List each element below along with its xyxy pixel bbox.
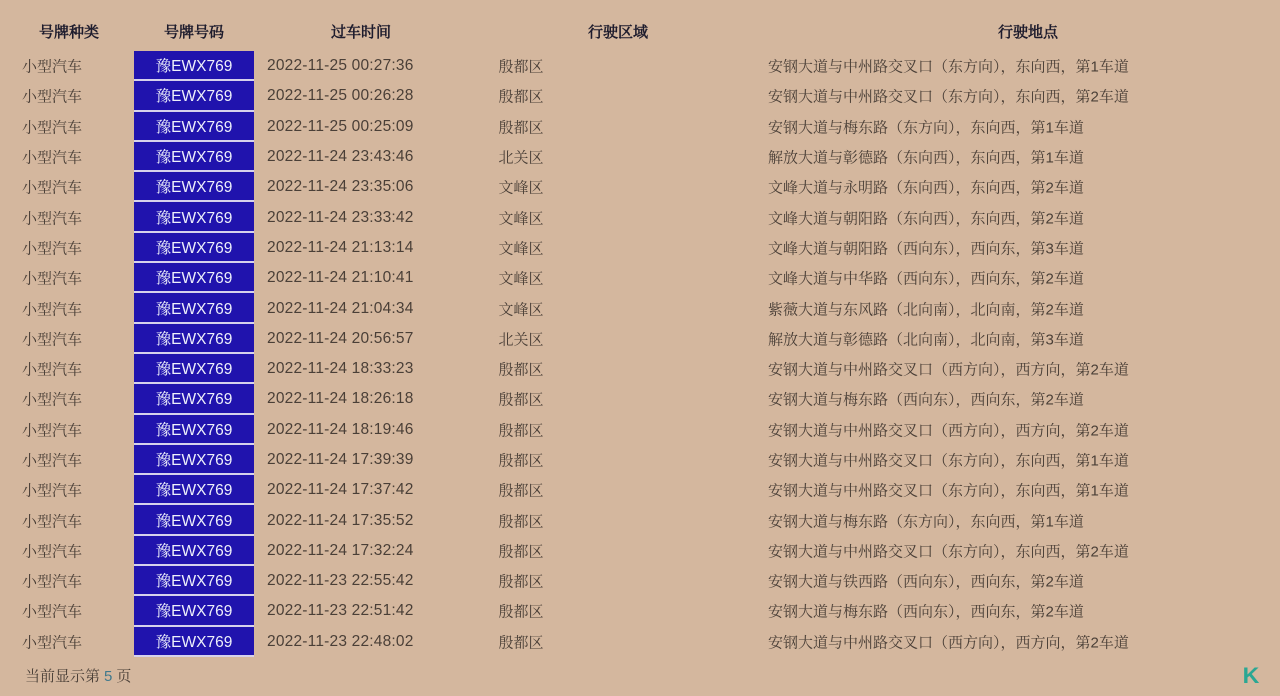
table-header (0, 0, 1280, 51)
table-body (0, 51, 1280, 657)
table-row (0, 384, 1280, 414)
location-cell: 文峰大道与永明路（东向西），东向西，第2车道 (768, 179, 1084, 197)
pass-time-cell: 2022-11-24 17:32:24 (267, 541, 414, 559)
pass-time-cell: 2022-11-24 23:43:46 (267, 148, 414, 166)
table-row (0, 81, 1280, 111)
table-row (0, 142, 1280, 172)
district-cell: 殷都区 (498, 88, 544, 106)
plate-type-cell: 小型汽车 (22, 331, 83, 349)
table-row (0, 354, 1280, 384)
header-driving-location: 行驶地点 (997, 24, 1058, 41)
table-row (0, 445, 1280, 475)
location-cell: 文峰大道与中华路（西向东），西向东，第2车道 (768, 270, 1084, 288)
plate-type-cell: 小型汽车 (22, 149, 83, 167)
pass-time-cell: 2022-11-25 00:27:36 (267, 57, 414, 75)
plate-number-badge[interactable]: 豫EWX769 (134, 596, 254, 626)
table-row (0, 627, 1280, 657)
location-cell: 安钢大道与中州路交叉口（西方向），西方向，第2车道 (768, 634, 1129, 652)
plate-type-cell: 小型汽车 (22, 240, 83, 258)
district-cell: 北关区 (498, 149, 544, 167)
pass-time-cell: 2022-11-24 17:37:42 (267, 481, 414, 499)
location-cell: 安钢大道与中州路交叉口（西方向），西方向，第2车道 (768, 422, 1129, 440)
table-row (0, 505, 1280, 535)
pass-time-cell: 2022-11-24 17:39:39 (267, 451, 414, 468)
pagination-status (25, 667, 131, 687)
plate-number-badge[interactable]: 豫EWX769 (134, 112, 254, 142)
location-cell: 解放大道与彰德路（北向南），北向南，第3车道 (768, 331, 1084, 349)
district-cell: 文峰区 (498, 210, 544, 228)
location-cell: 安钢大道与中州路交叉口（东方向），东向西，第1车道 (768, 58, 1129, 76)
district-cell: 文峰区 (498, 240, 544, 258)
district-cell: 殷都区 (498, 391, 544, 409)
location-cell: 安钢大道与中州路交叉口（东方向），东向西，第2车道 (768, 543, 1129, 561)
district-cell: 北关区 (498, 331, 544, 349)
plate-type-cell: 小型汽车 (22, 513, 83, 531)
table-row (0, 112, 1280, 142)
plate-number-badge[interactable]: 豫EWX769 (134, 384, 254, 414)
pass-time-cell: 2022-11-25 00:26:28 (267, 87, 414, 105)
pass-time-cell: 2022-11-24 17:35:52 (267, 511, 414, 529)
plate-number-badge[interactable]: 豫EWX769 (134, 324, 254, 354)
table-row (0, 202, 1280, 232)
location-cell: 文峰大道与朝阳路（东向西），东向西，第2车道 (768, 210, 1084, 228)
plate-type-cell: 小型汽车 (22, 543, 83, 561)
plate-type-cell: 小型汽车 (22, 452, 83, 470)
plate-number-badge[interactable]: 豫EWX769 (134, 475, 254, 505)
district-cell: 殷都区 (498, 603, 544, 621)
plate-number-badge[interactable]: 豫EWX769 (134, 233, 254, 263)
pagination-prefix: 当前显示第 (25, 668, 101, 685)
pass-time-cell: 2022-11-23 22:51:42 (267, 602, 414, 620)
district-cell: 殷都区 (498, 361, 544, 379)
plate-type-cell: 小型汽车 (22, 270, 83, 288)
district-cell: 殷都区 (498, 513, 544, 531)
pass-time-cell: 2022-11-24 21:10:41 (267, 269, 414, 287)
table-row (0, 51, 1280, 81)
table-row (0, 596, 1280, 626)
plate-type-cell: 小型汽车 (22, 482, 83, 500)
plate-number-badge[interactable]: 豫EWX769 (134, 172, 254, 202)
table-row (0, 475, 1280, 505)
location-cell: 安钢大道与中州路交叉口（东方向），东向西，第2车道 (768, 88, 1129, 106)
district-cell: 殷都区 (498, 58, 544, 76)
plate-number-badge[interactable]: 豫EWX769 (134, 505, 254, 535)
plate-number-badge[interactable]: 豫EWX769 (134, 202, 254, 232)
pass-time-cell: 2022-11-24 18:33:23 (267, 360, 414, 378)
pass-time-cell: 2022-11-25 00:25:09 (267, 117, 414, 135)
table-row (0, 172, 1280, 202)
district-cell: 殷都区 (498, 119, 544, 137)
pass-time-cell: 2022-11-24 23:35:06 (267, 178, 414, 196)
pass-time-cell: 2022-11-24 18:26:18 (267, 390, 414, 408)
k-watermark-logo: K (1242, 663, 1260, 688)
plate-type-cell: 小型汽车 (22, 361, 83, 379)
location-cell: 安钢大道与中州路交叉口（东方向），东向西，第1车道 (768, 482, 1129, 500)
table-row (0, 263, 1280, 293)
plate-type-cell: 小型汽车 (22, 119, 83, 137)
table-row (0, 233, 1280, 263)
district-cell: 殷都区 (498, 452, 544, 470)
district-cell: 殷都区 (498, 482, 544, 500)
table-row (0, 324, 1280, 354)
plate-number-badge[interactable]: 豫EWX769 (134, 51, 254, 81)
table-row (0, 415, 1280, 445)
district-cell: 殷都区 (498, 543, 544, 561)
plate-type-cell: 小型汽车 (22, 573, 83, 591)
district-cell: 殷都区 (498, 573, 544, 591)
district-cell: 殷都区 (498, 634, 544, 652)
location-cell: 安钢大道与梅东路（西向东），西向东，第2车道 (768, 391, 1084, 409)
plate-type-cell: 小型汽车 (22, 88, 83, 106)
current-page-number: 5 (104, 668, 113, 685)
location-cell: 安钢大道与梅东路（西向东），西向东，第2车道 (768, 603, 1084, 621)
location-cell: 安钢大道与中州路交叉口（西方向），西方向，第2车道 (768, 361, 1129, 379)
district-cell: 文峰区 (498, 270, 544, 288)
pass-time-cell: 2022-11-24 21:04:34 (267, 299, 414, 317)
location-cell: 紫薇大道与东风路（北向南），北向南，第2车道 (768, 301, 1084, 319)
location-cell: 安钢大道与中州路交叉口（东方向），东向西，第1车道 (768, 452, 1129, 470)
plate-number-badge[interactable]: 豫EWX769 (134, 293, 254, 323)
header-plate-type: 号牌种类 (38, 24, 99, 41)
header-driving-district: 行驶区域 (587, 24, 648, 41)
plate-number-badge[interactable]: 豫EWX769 (134, 415, 254, 445)
location-cell: 安钢大道与铁西路（西向东），西向东，第2车道 (768, 573, 1084, 591)
plate-number-badge[interactable]: 豫EWX769 (134, 627, 254, 657)
plate-type-cell: 小型汽车 (22, 634, 83, 652)
location-cell: 安钢大道与梅东路（东方向），东向西，第1车道 (768, 513, 1084, 531)
plate-type-cell: 小型汽车 (22, 603, 83, 621)
plate-type-cell: 小型汽车 (22, 301, 83, 319)
plate-number-badge[interactable]: 豫EWX769 (134, 536, 254, 566)
table-row (0, 536, 1280, 566)
district-cell: 文峰区 (498, 179, 544, 197)
table-row (0, 566, 1280, 596)
location-cell: 安钢大道与梅东路（东方向），东向西，第1车道 (768, 119, 1084, 137)
pass-time-cell: 2022-11-24 21:13:14 (267, 238, 414, 256)
plate-type-cell: 小型汽车 (22, 210, 83, 228)
plate-type-cell: 小型汽车 (22, 422, 83, 440)
plate-number-badge[interactable]: 豫EWX769 (134, 142, 254, 172)
plate-number-badge[interactable]: 豫EWX769 (134, 566, 254, 596)
table-row (0, 293, 1280, 323)
pass-time-cell: 2022-11-23 22:55:42 (267, 572, 414, 590)
header-plate-number: 号牌号码 (163, 24, 224, 41)
pass-time-cell: 2022-11-24 23:33:42 (267, 208, 414, 226)
location-cell: 解放大道与彰德路（东向西），东向西，第1车道 (768, 149, 1084, 167)
header-pass-time: 过车时间 (330, 24, 391, 41)
plate-type-cell: 小型汽车 (22, 179, 83, 197)
pagination-suffix: 页 (116, 668, 132, 685)
district-cell: 文峰区 (498, 301, 544, 319)
pass-time-cell: 2022-11-24 18:19:46 (267, 420, 414, 438)
district-cell: 殷都区 (498, 422, 544, 440)
plate-number-badge[interactable]: 豫EWX769 (134, 81, 254, 111)
plate-type-cell: 小型汽车 (22, 391, 83, 409)
plate-number-badge[interactable]: 豫EWX769 (134, 263, 254, 293)
plate-number-badge[interactable]: 豫EWX769 (134, 445, 254, 475)
location-cell: 文峰大道与朝阳路（西向东），西向东，第3车道 (768, 240, 1084, 258)
plate-type-cell: 小型汽车 (22, 58, 83, 76)
pass-time-cell: 2022-11-24 20:56:57 (267, 329, 414, 347)
plate-number-badge[interactable]: 豫EWX769 (134, 354, 254, 384)
pass-time-cell: 2022-11-23 22:48:02 (267, 632, 414, 650)
